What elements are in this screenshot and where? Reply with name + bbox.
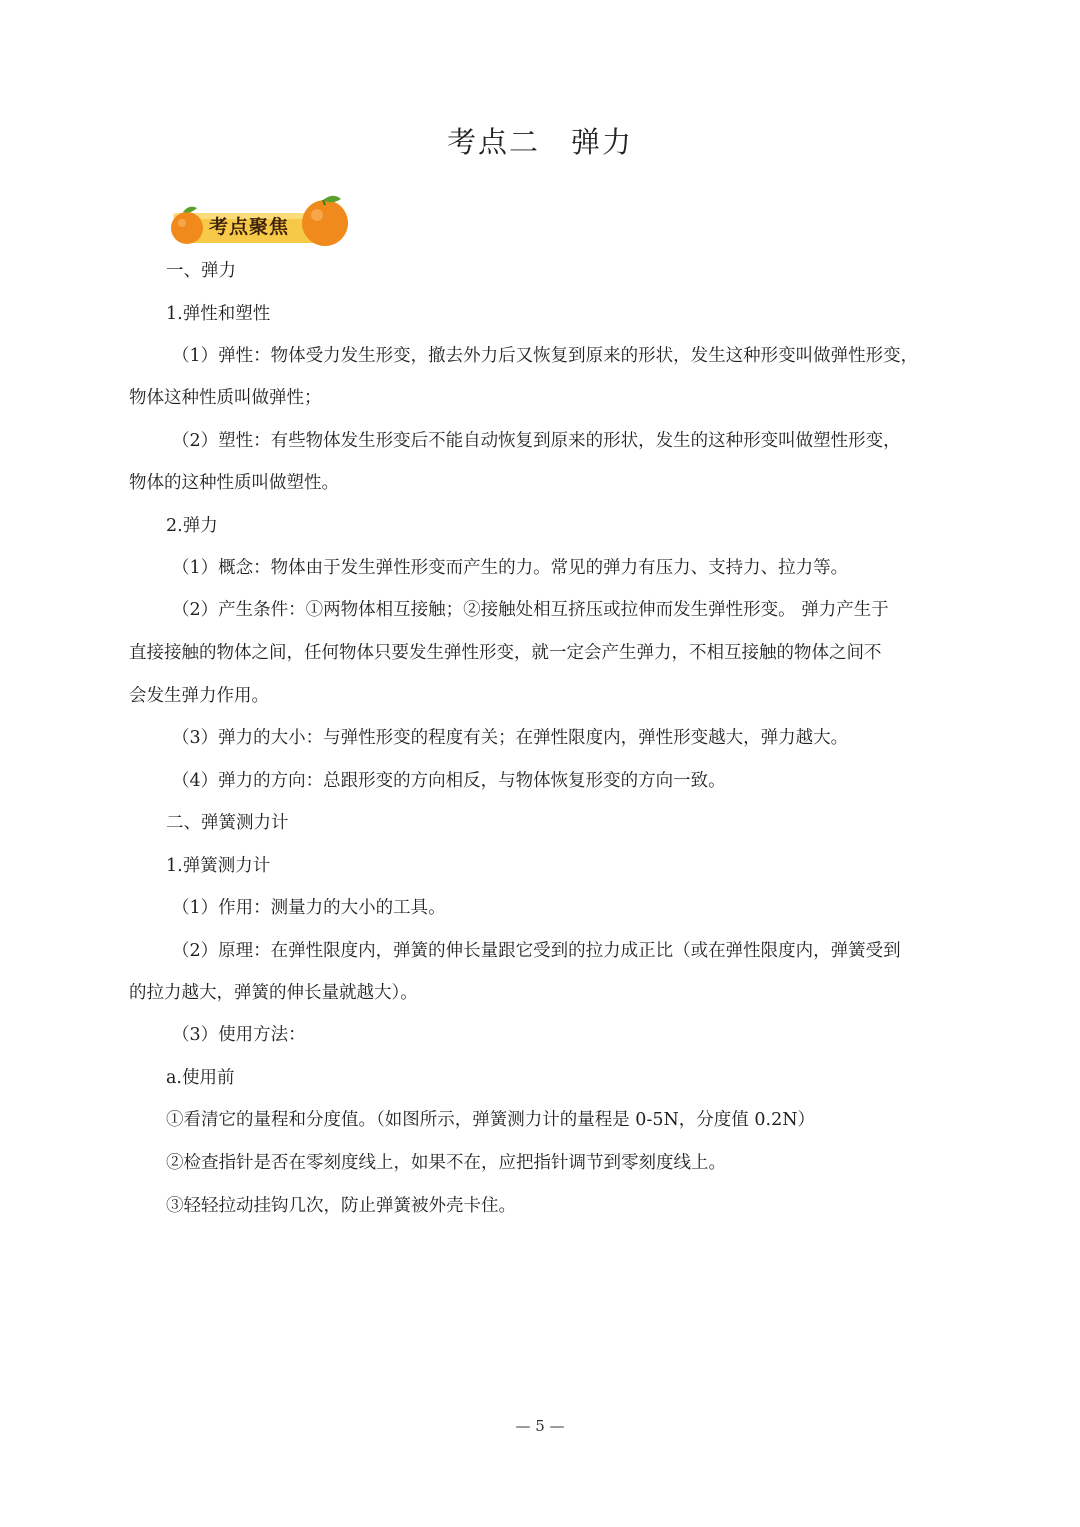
paragraph-line: 物体的这种性质叫做塑性。 <box>129 473 339 493</box>
paragraph-line: （2）产生条件：①两物体相互接触；②接触处相互挤压或拉伸而发生弹性形变。 弹力产生于 <box>172 600 889 620</box>
page-number: — 5 — <box>515 1417 565 1435</box>
section-heading: 一、弹力 <box>166 261 236 281</box>
subsection-heading: 1.弹性和塑性 <box>166 304 271 324</box>
paragraph-line: （1）弹性：物体受力发生形变，撤去外力后又恢复到原来的形状，发生这种形变叫做弹性形变， <box>172 346 919 366</box>
badge-label: 考点聚焦 <box>209 216 290 238</box>
paragraph-line: （3）使用方法： <box>172 1025 306 1045</box>
paragraph-line: 的拉力越大，弹簧的伸长量就越大）。 <box>129 983 418 1003</box>
paragraph-line: ③轻轻拉动挂钩几次，防止弹簧被外壳卡住。 <box>166 1196 516 1216</box>
paragraph-line: （2）塑性：有些物体发生形变后不能自动恢复到原来的形状，发生的这种形变叫做塑性形变， <box>172 431 901 451</box>
paragraph-line: （3）弹力的大小：与弹性形变的程度有关；在弹性限度内，弹性形变越大，弹力越大。 <box>172 728 849 748</box>
paragraph-line: （4）弹力的方向：总跟形变的方向相反，与物体恢复形变的方向一致。 <box>172 771 726 791</box>
paragraph-line: （2）原理：在弹性限度内，弹簧的伸长量跟它受到的拉力成正比（或在弹性限度内，弹簧受到 <box>172 941 901 961</box>
subsection-heading: 1.弹簧测力计 <box>166 856 271 876</box>
subsection-heading: 2.弹力 <box>166 516 218 536</box>
paragraph-line: 物体这种性质叫做弹性； <box>129 388 322 408</box>
paragraph-line: （1）作用：测量力的大小的工具。 <box>172 898 446 918</box>
page-title: 考点二 弹力 <box>446 125 633 159</box>
paragraph-line: 会发生弹力作用。 <box>129 686 269 706</box>
paragraph-line: （1）概念：物体由于发生弹性形变而产生的力。常见的弹力有压力、支持力、拉力等。 <box>172 558 849 578</box>
paragraph-line: ②检查指针是否在零刻度线上，如果不在，应把指针调节到零刻度线上。 <box>166 1153 726 1173</box>
paragraph-line: a.使用前 <box>166 1068 235 1088</box>
paragraph-line: ①看清它的量程和分度值。（如图所示，弹簧测力计的量程是 0-5N，分度值 0.2N） <box>166 1110 816 1130</box>
section-badge <box>165 193 355 251</box>
paragraph-line: 直接接触的物体之间，任何物体只要发生弹性形变，就一定会产生弹力，不相互接触的物体之间不 <box>129 643 882 663</box>
section-heading: 二、弹簧测力计 <box>166 813 289 833</box>
